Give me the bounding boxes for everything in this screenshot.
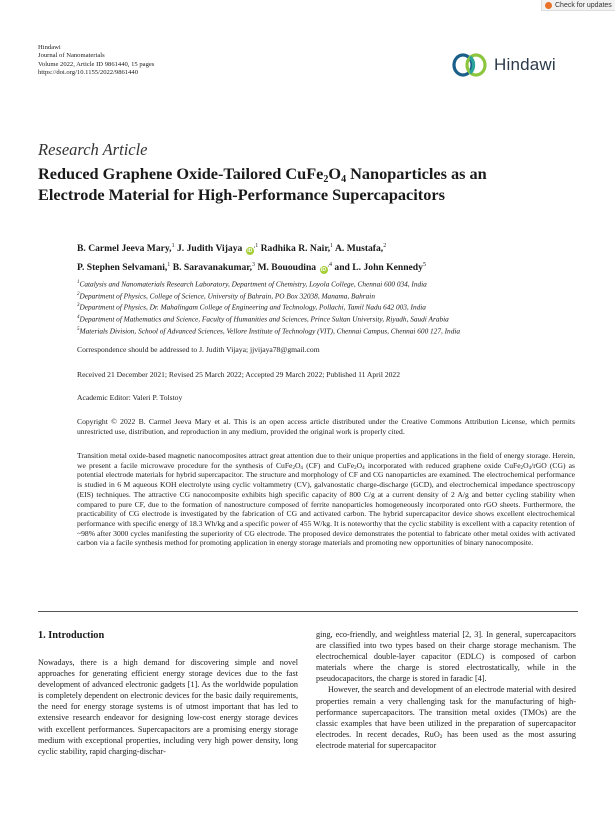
body-column-right [316, 629, 576, 751]
author[interactable]: B. Carmel Jeeva Mary,$^1$ [77, 243, 175, 255]
section-divider [38, 611, 578, 612]
orcid-icon[interactable]: iD [321, 267, 327, 274]
author[interactable]: M. Bououdina $iD^{,4}$ [257, 262, 333, 274]
affiliation: $^3$Department of Physics, Dr. Mahalingam College of Engineering and Technology, Pollachi, Tamil Nadu 642 003, India [77, 302, 426, 312]
affiliation-list [77, 278, 577, 337]
volume-info: Volume 2022, Article ID 9861440, 15 pages [38, 60, 155, 68]
author-list [77, 238, 567, 276]
affiliation: $^5$Materials Division, School of Advanced Sciences, Vellore Institute of Technology (VIT), Chennai Campus, Chennai 600 127, India [77, 326, 461, 336]
affiliation: $^4$Department of Mathematics and Science, Faculty of Humanities and Sciences, Prince Sultan University, Riyadh, Saudi Arabia [77, 314, 449, 324]
correspondence: Correspondence should be addressed to J. Judith Vijaya; jjvijaya78@gmail.com [77, 345, 320, 354]
publication-dates: Received 21 December 2021; Revised 25 March 2022; Accepted 29 March 2022; Published 11 April 2022 [77, 370, 401, 379]
orcid-icon[interactable]: iD [247, 248, 253, 255]
title-line-1: Reduced Graphene Oxide-Tailored $CuFe_2O_4$ Nanoparticles as an [38, 164, 487, 185]
academic-editor: Academic Editor: Valeri P. Tolstoy [77, 393, 183, 402]
abstract: Transition metal oxide-based magnetic nanocomposites attract great attention due to their unique properties and applications in the field of energy storage. Herein, we present a facile microwave procedure for the synthesis of $CuFe_2O_4$ (CF) and $CuFe_2O_4$ incorporated with reduced graphene oxide $CuFe_2O_4$/rGO (CG) as potential electrode materials for hybrid supercapacitor. The structure and morphology of CF and CG nanoparticles are examined. The electrochemical performance is studied in 6 M aqueous KOH electrolyte using cyclic voltammetry (CV), galvanostatic charge-discharge (GCD), and electrochemical impedance spectroscopy (EIS) techniques. The attractive CG nanocomposite exhibits high specific capacity of 800 C/g at a current density of 2 A/g and better cycling stability when compared to pure CF, due to the formation of nanostructure composed of ferrite nanoparticles homogeneously incorporated onto rGO sheets. Furthermore, the practicability of CG electrode is investigated by the fabrication of CG and activated carbon. The hybrid supercapacitor device shows excellent electrochemical performance with specific energy of 18.3 Wh/kg and a specific power of 455 W/kg. It is noteworthy that the cyclic stability is excellent with a capacity retention of ~98% after 3000 cycles manifesting the superiority of CG electrode. The proposed device demonstrates the potential to fabricate other metal oxides with activated carbon via a facile synthesis method for promoting application in energy storage materials and promoting new opportunities of binary nanocomposite. [77, 451, 575, 548]
author[interactable]: P. Stephen Selvamani,$^1$ [77, 262, 171, 274]
publisher-name: Hindawi [38, 44, 61, 51]
doi-link[interactable]: https://doi.org/10.1155/2022/9861440 [38, 69, 139, 77]
logo-text: Hindawi [494, 55, 556, 74]
title-line-2: Electrode Material for High-Performance Supercapacitors [38, 185, 445, 204]
author[interactable]: A. Mustafa,$^2$ [334, 243, 387, 255]
hindawi-logo [452, 52, 556, 78]
paragraph: ging, eco-friendly, and weightless material [2, 3]. In general, supercapacitors are classified into two types based on their charge storage mechanism. The electrochemical double-layer capacitor (EDLC) is composed of carbon materials where the charge is stored electrostatically, while in the pseudocapacitors, the charge is stored in faradic [4]. [316, 630, 576, 684]
author[interactable]: J. Judith Vijaya $iD^{,1}$ [176, 243, 259, 255]
badge-label: Check for updates [555, 1, 612, 9]
update-icon [545, 2, 552, 9]
article-title [38, 163, 583, 205]
author[interactable]: B. Saravanakumar,$^3$ [172, 262, 256, 274]
affiliation: $^2$Department of Physics, College of Science, University of Bahrain, PO Box 32038, Manama, Bahrain [77, 291, 375, 301]
affiliation: $^1$Catalysis and Nanomaterials Research Laboratory, Department of Chemistry, Loyola College, Chennai 600 034, India [77, 279, 427, 289]
check-for-updates-badge[interactable] [541, 0, 615, 11]
author[interactable]: and L. John Kennedy$^5$ [334, 262, 426, 274]
copyright-notice: Copyright © 2022 B. Carmel Jeeva Mary et al. This is an open access article distributed under the Creative Commons Attribution License, which permits unrestricted use, distribution, and reproduction in any medium, provided the original work is properly cited. [77, 417, 575, 436]
body-column-left [38, 657, 298, 757]
paragraph: However, the search and development of an electrode material with desired properties remain a very challenging task for the manufacturing of high-performance supercapacitors. The transition metal oxides (TMOs) are the classic examples that have been utilized in the preparation of supercapacitor electrodes. In recent decades, RuO$_2$ has been used as the most assuring electrode material for supercapacitor [316, 685, 576, 750]
section-heading: 1. Introduction [38, 630, 105, 641]
journal-name: Journal of Nanomaterials [38, 52, 105, 60]
hindawi-logo-icon [452, 52, 488, 78]
journal-meta [38, 44, 154, 78]
paragraph: Nowadays, there is a high demand for discovering simple and novel approaches for generating efficient energy storage devices due to the fast development of advanced electronic gadgets [1]. As the worldwide population is completely dependent on electronic devices for the basic daily requirements, the need for energy storage systems is of utmost important that has led to extensive research endeavor for designing low-cost energy storage devices with excellent performances. Supercapacitors are a promising energy storage medium with exceptional properties, including very high power density, long cyclic stability, rapid charging-dischar- [38, 658, 298, 756]
article-type: Research Article [38, 140, 148, 159]
author[interactable]: Radhika R. Nair,$^1$ [260, 243, 334, 255]
